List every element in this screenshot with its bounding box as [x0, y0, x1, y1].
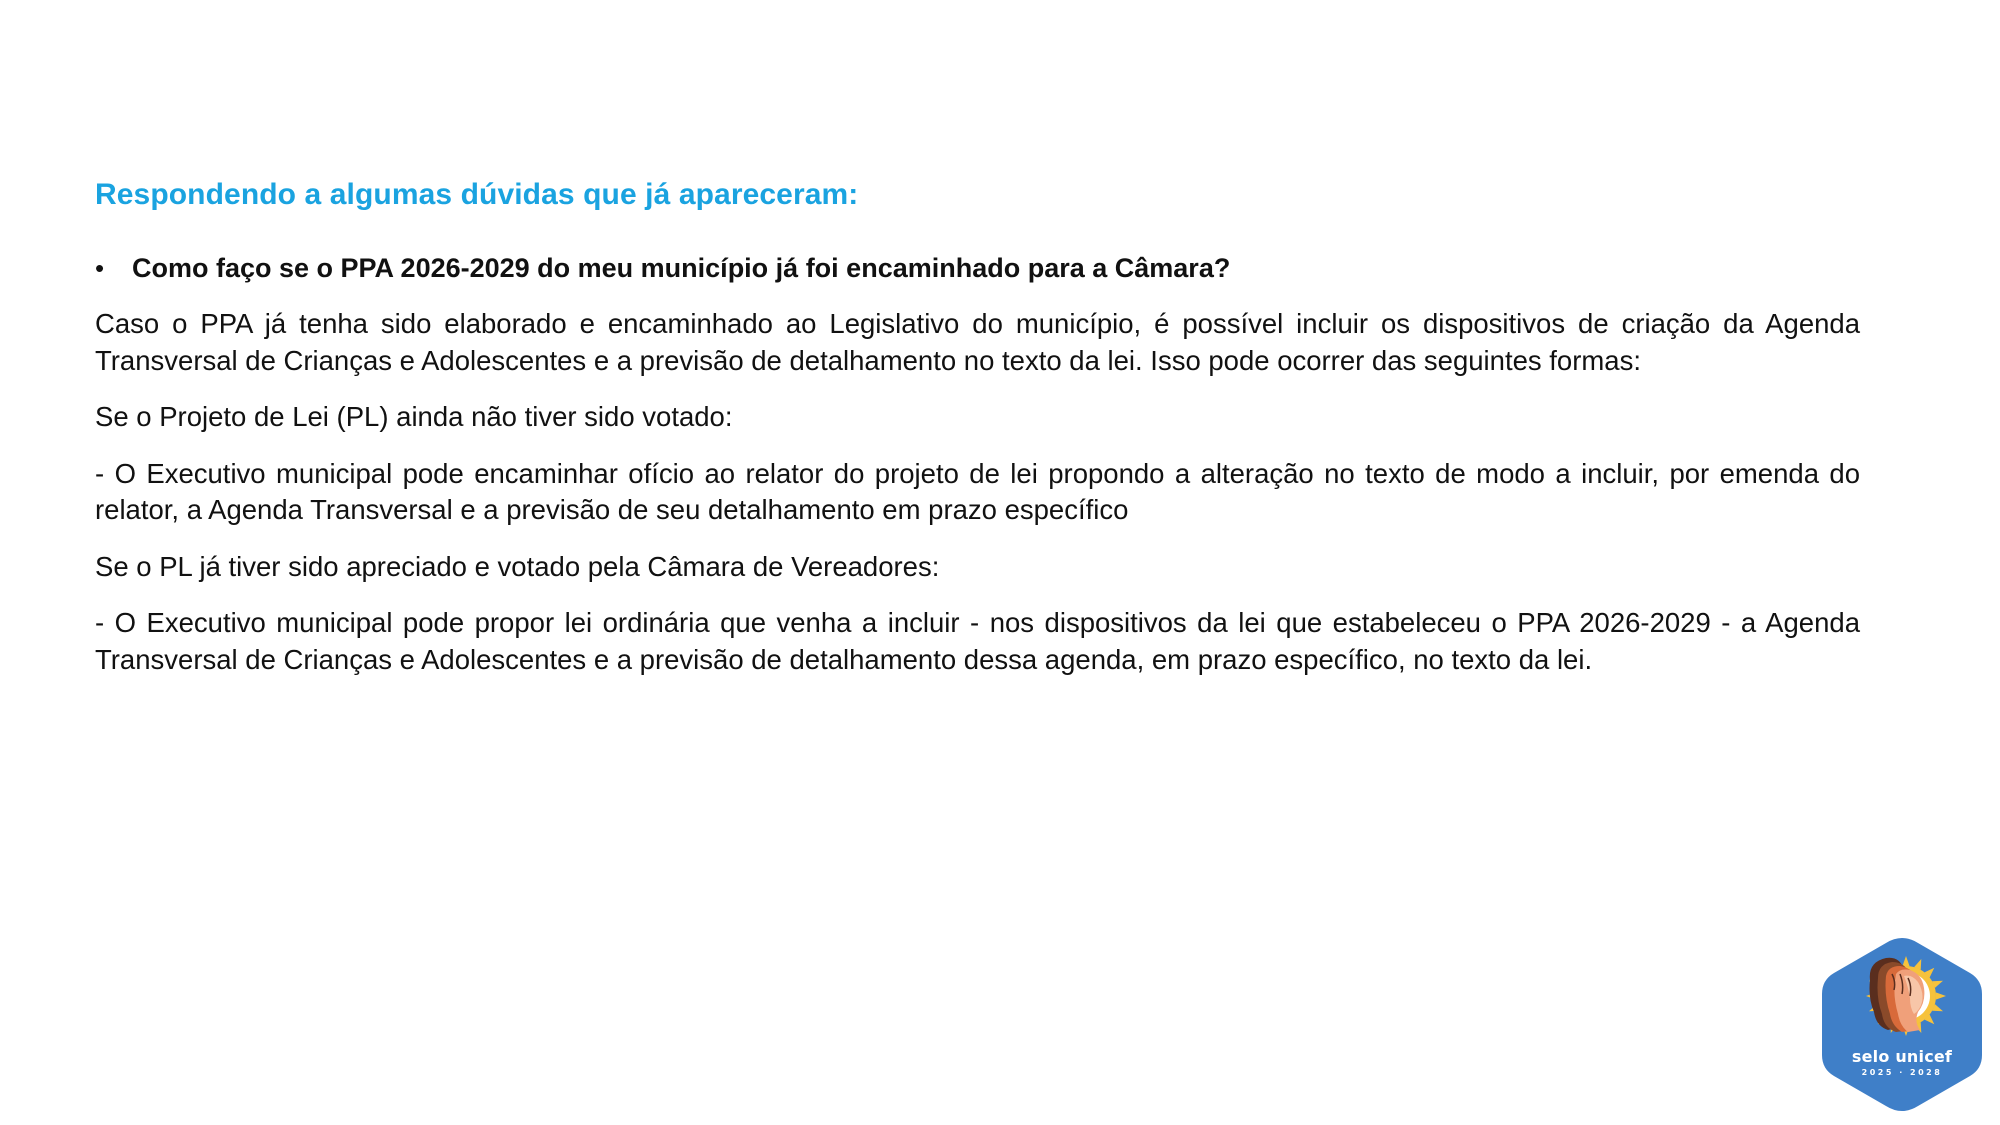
- logo-hexagon: [1818, 934, 1986, 1115]
- case-voted-detail: - O Executivo municipal pode propor lei ordinária que venha a incluir - nos dispositivos da lei que estabeleceu o PPA 2026-2029 - a Agenda Transversal de Crianças e Adolescentes e a previsão de detalhamento dessa agenda, em prazo específico, no texto da lei.: [95, 607, 1860, 675]
- bullet-icon: •: [95, 253, 105, 283]
- case-not-voted-detail: - O Executivo municipal pode encaminhar ofício ao relator do projeto de lei propondo a alteração no texto de modo a incluir, por emenda do relator, a Agenda Transversal e a previsão de seu detalhamento em prazo específico: [95, 457, 1860, 525]
- case-voted-label: Se o PL já tiver sido apreciado e votado pela Câmara de Vereadores:: [95, 550, 940, 582]
- slide-heading: Respondendo a algumas dúvidas que já apareceram:: [95, 178, 859, 211]
- logo-years: 2025 · 2028: [1861, 1068, 1943, 1077]
- case-not-voted-label: Se o Projeto de Lei (PL) ainda não tiver sido votado:: [95, 401, 733, 432]
- slide-content: [95, 176, 1860, 678]
- selo-unicef-logo: [1818, 934, 1986, 1115]
- question-bullet: [95, 250, 1860, 286]
- logo-name: selo unicef: [1851, 1047, 1953, 1066]
- children-faces-icon: [1866, 956, 1946, 1036]
- intro-paragraph: Caso o PPA já tenha sido elaborado e encaminhado ao Legislativo do município, é possível incluir os dispositivos de criação da Agenda Transversal de Crianças e Adolescentes e a previsão de detalhamento no texto da lei. Isso pode ocorrer das seguintes formas:: [95, 308, 1860, 376]
- question-text: Como faço se o PPA 2026-2029 do meu município já foi encaminhado para a Câmara?: [132, 253, 1231, 283]
